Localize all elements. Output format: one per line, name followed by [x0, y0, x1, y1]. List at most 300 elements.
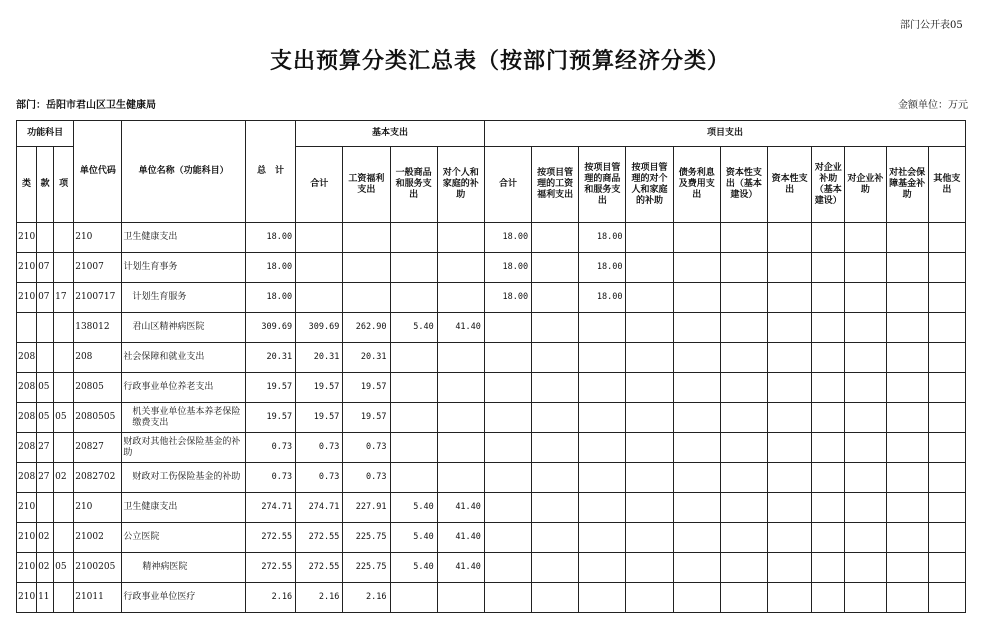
cell-basic-total: 20.31 [296, 343, 343, 373]
cell-basic-total: 0.73 [296, 433, 343, 463]
cell-unit-name: 公立医院 [122, 523, 246, 553]
cell-unit-code: 2100205 [74, 553, 122, 583]
cell-empty [845, 343, 886, 373]
cell-lei: 208 [17, 403, 37, 433]
cell-basic-total: 2.16 [296, 583, 343, 613]
cell-project-goods [579, 373, 626, 403]
cell-xiang [54, 313, 74, 343]
cell-project-total [484, 463, 531, 493]
cell-basic-goods: 5.40 [390, 523, 437, 553]
cell-empty [768, 313, 812, 343]
cell-kuan [37, 313, 54, 343]
cell-empty [626, 523, 673, 553]
cell-empty [720, 373, 767, 403]
cell-basic-goods [390, 373, 437, 403]
cell-empty [720, 583, 767, 613]
cell-empty [626, 463, 673, 493]
header-basic-goods: 一般商品和服务支出 [390, 147, 437, 223]
cell-project-total [484, 523, 531, 553]
cell-basic-personal [437, 463, 484, 493]
table-row [17, 283, 966, 313]
cell-empty [812, 433, 845, 463]
cell-project-wage [532, 283, 579, 313]
cell-lei: 210 [17, 283, 37, 313]
cell-xiang [54, 583, 74, 613]
cell-unit-code: 210 [74, 223, 122, 253]
cell-basic-personal [437, 433, 484, 463]
cell-empty [720, 283, 767, 313]
cell-unit-code: 21002 [74, 523, 122, 553]
cell-lei: 210 [17, 583, 37, 613]
cell-project-goods [579, 403, 626, 433]
cell-basic-personal [437, 283, 484, 313]
cell-empty [673, 553, 720, 583]
cell-lei: 210 [17, 553, 37, 583]
cell-empty [720, 463, 767, 493]
cell-empty [768, 223, 812, 253]
cell-empty [768, 343, 812, 373]
cell-empty [768, 583, 812, 613]
cell-basic-personal [437, 403, 484, 433]
cell-project-wage [532, 463, 579, 493]
table-row [17, 223, 966, 253]
cell-project-total: 18.00 [484, 253, 531, 283]
cell-empty [812, 553, 845, 583]
header-total: 总 计 [245, 121, 295, 223]
cell-xiang: 05 [54, 553, 74, 583]
cell-basic-wage: 225.75 [343, 523, 390, 553]
cell-empty [886, 553, 928, 583]
cell-empty [720, 523, 767, 553]
cell-unit-name: 社会保障和就业支出 [122, 343, 246, 373]
cell-empty [886, 583, 928, 613]
cell-unit-name: 君山区精神病医院 [122, 313, 246, 343]
header-basic: 基本支出 [296, 121, 485, 147]
cell-empty [720, 493, 767, 523]
cell-basic-personal: 41.40 [437, 553, 484, 583]
cell-empty [626, 553, 673, 583]
cell-project-wage [532, 433, 579, 463]
cell-empty [845, 433, 886, 463]
cell-project-goods [579, 583, 626, 613]
cell-basic-total [296, 223, 343, 253]
cell-basic-goods [390, 253, 437, 283]
cell-basic-goods [390, 583, 437, 613]
cell-kuan: 11 [37, 583, 54, 613]
cell-basic-wage: 2.16 [343, 583, 390, 613]
header-project-social: 对社会保障基金补助 [886, 147, 928, 223]
cell-empty [673, 283, 720, 313]
cell-kuan: 05 [37, 373, 54, 403]
cell-basic-goods [390, 403, 437, 433]
cell-empty [886, 433, 928, 463]
header-kuan: 款 [37, 147, 54, 223]
cell-lei: 208 [17, 373, 37, 403]
cell-empty [886, 283, 928, 313]
cell-empty [673, 433, 720, 463]
cell-empty [673, 403, 720, 433]
cell-unit-code: 2100717 [74, 283, 122, 313]
cell-empty [886, 253, 928, 283]
cell-empty [720, 253, 767, 283]
table-row [17, 373, 966, 403]
cell-basic-personal: 41.40 [437, 313, 484, 343]
cell-project-goods [579, 463, 626, 493]
cell-empty [845, 493, 886, 523]
cell-project-wage [532, 343, 579, 373]
header-project-enterprise-basic: 对企业补助（基本建设） [812, 147, 845, 223]
table-row [17, 493, 966, 523]
cell-project-goods: 18.00 [579, 283, 626, 313]
cell-lei: 208 [17, 463, 37, 493]
table-row [17, 553, 966, 583]
cell-empty [812, 403, 845, 433]
cell-basic-wage: 0.73 [343, 433, 390, 463]
cell-unit-name: 行政事业单位医疗 [122, 583, 246, 613]
cell-project-total [484, 553, 531, 583]
cell-empty [886, 403, 928, 433]
cell-empty [845, 313, 886, 343]
cell-total: 309.69 [245, 313, 295, 343]
cell-project-wage [532, 313, 579, 343]
cell-project-total [484, 403, 531, 433]
header-project-personal: 按项目管理的对个人和家庭的补助 [626, 147, 673, 223]
cell-kuan: 07 [37, 253, 54, 283]
cell-lei: 210 [17, 223, 37, 253]
cell-project-total [484, 373, 531, 403]
header-project-enterprise: 对企业补助 [845, 147, 886, 223]
cell-empty [626, 223, 673, 253]
cell-basic-wage [343, 253, 390, 283]
cell-xiang [54, 493, 74, 523]
cell-basic-personal [437, 583, 484, 613]
cell-basic-goods [390, 223, 437, 253]
cell-empty [812, 493, 845, 523]
cell-basic-wage: 262.90 [343, 313, 390, 343]
cell-project-total [484, 583, 531, 613]
cell-empty [886, 223, 928, 253]
cell-unit-name: 财政对其他社会保险基金的补助 [122, 433, 246, 463]
cell-total: 0.73 [245, 433, 295, 463]
cell-lei: 208 [17, 343, 37, 373]
cell-empty [812, 523, 845, 553]
table-row [17, 523, 966, 553]
cell-empty [928, 463, 965, 493]
cell-lei: 210 [17, 493, 37, 523]
cell-total: 18.00 [245, 223, 295, 253]
cell-empty [768, 553, 812, 583]
cell-total: 0.73 [245, 463, 295, 493]
cell-kuan: 27 [37, 433, 54, 463]
table-body [17, 223, 966, 613]
header-project-goods: 按项目管理的商品和服务支出 [579, 147, 626, 223]
cell-empty [845, 463, 886, 493]
cell-total: 18.00 [245, 253, 295, 283]
cell-kuan: 02 [37, 523, 54, 553]
cell-kuan [37, 223, 54, 253]
cell-empty [928, 373, 965, 403]
cell-project-goods: 18.00 [579, 223, 626, 253]
cell-empty [928, 523, 965, 553]
cell-total: 18.00 [245, 283, 295, 313]
cell-project-goods [579, 553, 626, 583]
cell-total: 272.55 [245, 523, 295, 553]
cell-empty [626, 283, 673, 313]
header-xiang: 项 [54, 147, 74, 223]
cell-basic-wage [343, 223, 390, 253]
cell-empty [845, 283, 886, 313]
cell-basic-personal [437, 253, 484, 283]
header-unit-name: 单位名称（功能科目） [122, 121, 246, 223]
cell-project-total [484, 343, 531, 373]
cell-unit-name: 计划生育服务 [122, 283, 246, 313]
cell-basic-wage: 19.57 [343, 373, 390, 403]
header-project-debt: 债务利息及费用支出 [673, 147, 720, 223]
unit-label: 金额单位：万元 [898, 100, 968, 111]
table-row [17, 313, 966, 343]
cell-empty [673, 253, 720, 283]
cell-kuan: 02 [37, 553, 54, 583]
cell-project-goods [579, 493, 626, 523]
cell-empty [845, 553, 886, 583]
cell-total: 19.57 [245, 403, 295, 433]
table-row [17, 463, 966, 493]
cell-empty [812, 343, 845, 373]
cell-project-wage [532, 583, 579, 613]
cell-total: 20.31 [245, 343, 295, 373]
cell-empty [845, 223, 886, 253]
cell-kuan: 27 [37, 463, 54, 493]
cell-unit-name: 卫生健康支出 [122, 223, 246, 253]
cell-total: 2.16 [245, 583, 295, 613]
cell-empty [720, 433, 767, 463]
cell-empty [673, 223, 720, 253]
cell-empty [768, 463, 812, 493]
cell-lei: 210 [17, 523, 37, 553]
cell-empty [673, 493, 720, 523]
cell-empty [673, 373, 720, 403]
cell-empty [886, 463, 928, 493]
cell-basic-personal: 41.40 [437, 523, 484, 553]
cell-empty [928, 583, 965, 613]
cell-basic-total: 19.57 [296, 373, 343, 403]
cell-empty [768, 523, 812, 553]
cell-basic-goods [390, 343, 437, 373]
cell-empty [768, 373, 812, 403]
cell-empty [845, 523, 886, 553]
cell-total: 272.55 [245, 553, 295, 583]
cell-empty [626, 343, 673, 373]
cell-basic-personal: 41.40 [437, 493, 484, 523]
cell-lei [17, 313, 37, 343]
cell-unit-code: 21011 [74, 583, 122, 613]
table-row [17, 433, 966, 463]
cell-xiang [54, 433, 74, 463]
cell-basic-wage [343, 283, 390, 313]
cell-empty [812, 463, 845, 493]
cell-empty [720, 553, 767, 583]
cell-unit-code: 210 [74, 493, 122, 523]
header-basic-total: 合计 [296, 147, 343, 223]
cell-project-total [484, 313, 531, 343]
cell-empty [626, 403, 673, 433]
cell-empty [673, 463, 720, 493]
cell-empty [768, 403, 812, 433]
header-project-other: 其他支出 [928, 147, 965, 223]
cell-empty [720, 403, 767, 433]
cell-project-wage [532, 523, 579, 553]
cell-total: 274.71 [245, 493, 295, 523]
cell-empty [673, 313, 720, 343]
cell-project-wage [532, 223, 579, 253]
cell-kuan [37, 343, 54, 373]
table-row [17, 403, 966, 433]
cell-kuan [37, 493, 54, 523]
cell-lei: 208 [17, 433, 37, 463]
cell-empty [720, 223, 767, 253]
form-id: 部门公开表05 [900, 20, 963, 31]
header-lei: 类 [17, 147, 37, 223]
cell-empty [768, 253, 812, 283]
cell-xiang [54, 343, 74, 373]
cell-empty [626, 313, 673, 343]
cell-empty [886, 523, 928, 553]
cell-basic-personal [437, 343, 484, 373]
cell-empty [928, 433, 965, 463]
cell-empty [886, 313, 928, 343]
cell-empty [768, 493, 812, 523]
cell-basic-total: 309.69 [296, 313, 343, 343]
cell-empty [886, 343, 928, 373]
cell-basic-personal [437, 373, 484, 403]
cell-project-total [484, 433, 531, 463]
cell-basic-total [296, 253, 343, 283]
cell-empty [720, 343, 767, 373]
budget-table [16, 120, 966, 613]
cell-basic-total: 272.55 [296, 553, 343, 583]
cell-empty [886, 373, 928, 403]
cell-unit-code: 208 [74, 343, 122, 373]
cell-empty [886, 493, 928, 523]
cell-empty [928, 553, 965, 583]
cell-kuan: 05 [37, 403, 54, 433]
page-title: 支出预算分类汇总表（按部门预算经济分类） [269, 48, 730, 74]
cell-kuan: 07 [37, 283, 54, 313]
cell-empty [928, 283, 965, 313]
cell-xiang [54, 523, 74, 553]
cell-empty [845, 403, 886, 433]
cell-project-goods [579, 523, 626, 553]
header-project-capital-basic: 资本性支出（基本建设） [720, 147, 767, 223]
cell-unit-name: 行政事业单位养老支出 [122, 373, 246, 403]
cell-xiang: 17 [54, 283, 74, 313]
cell-empty [626, 253, 673, 283]
cell-empty [812, 223, 845, 253]
header-project-capital: 资本性支出 [768, 147, 812, 223]
cell-empty [673, 583, 720, 613]
cell-project-goods [579, 433, 626, 463]
cell-empty [768, 283, 812, 313]
cell-project-total: 18.00 [484, 223, 531, 253]
cell-project-goods [579, 313, 626, 343]
cell-basic-total: 272.55 [296, 523, 343, 553]
cell-project-wage [532, 253, 579, 283]
cell-basic-goods [390, 283, 437, 313]
cell-unit-name: 精神病医院 [122, 553, 246, 583]
cell-unit-code: 21007 [74, 253, 122, 283]
cell-empty [626, 373, 673, 403]
cell-project-goods [579, 343, 626, 373]
cell-empty [626, 493, 673, 523]
cell-project-goods: 18.00 [579, 253, 626, 283]
cell-lei: 210 [17, 253, 37, 283]
header-project-total: 合计 [484, 147, 531, 223]
cell-total: 19.57 [245, 373, 295, 403]
cell-xiang [54, 223, 74, 253]
cell-empty [812, 373, 845, 403]
cell-empty [928, 313, 965, 343]
cell-basic-total [296, 283, 343, 313]
cell-basic-goods [390, 463, 437, 493]
cell-project-wage [532, 553, 579, 583]
header-basic-personal: 对个人和家庭的补助 [437, 147, 484, 223]
cell-basic-wage: 0.73 [343, 463, 390, 493]
cell-basic-wage: 20.31 [343, 343, 390, 373]
cell-empty [812, 253, 845, 283]
cell-unit-name: 卫生健康支出 [122, 493, 246, 523]
cell-xiang [54, 253, 74, 283]
cell-unit-code: 20827 [74, 433, 122, 463]
cell-empty [812, 313, 845, 343]
cell-empty [928, 493, 965, 523]
cell-unit-name: 财政对工伤保险基金的补助 [122, 463, 246, 493]
department-label: 部门：岳阳市君山区卫生健康局 [16, 100, 156, 111]
header-func-subject: 功能科目 [17, 121, 74, 147]
cell-xiang [54, 373, 74, 403]
cell-basic-personal [437, 223, 484, 253]
cell-empty [928, 223, 965, 253]
cell-project-wage [532, 493, 579, 523]
cell-unit-code: 20805 [74, 373, 122, 403]
cell-basic-goods [390, 433, 437, 463]
cell-basic-wage: 227.91 [343, 493, 390, 523]
cell-empty [928, 403, 965, 433]
cell-basic-wage: 19.57 [343, 403, 390, 433]
cell-project-total: 18.00 [484, 283, 531, 313]
table-row [17, 583, 966, 613]
cell-basic-goods: 5.40 [390, 313, 437, 343]
cell-basic-total: 274.71 [296, 493, 343, 523]
table-row [17, 253, 966, 283]
cell-project-wage [532, 403, 579, 433]
cell-unit-code: 2080505 [74, 403, 122, 433]
cell-empty [845, 583, 886, 613]
cell-basic-total: 19.57 [296, 403, 343, 433]
cell-xiang: 05 [54, 403, 74, 433]
cell-empty [673, 343, 720, 373]
header-basic-wage: 工资福利支出 [343, 147, 390, 223]
cell-empty [812, 283, 845, 313]
cell-unit-code: 138012 [74, 313, 122, 343]
cell-project-total [484, 493, 531, 523]
header-project-wage: 按项目管理的工资福利支出 [532, 147, 579, 223]
cell-empty [928, 343, 965, 373]
header-project: 项目支出 [484, 121, 965, 147]
cell-empty [720, 313, 767, 343]
cell-empty [768, 433, 812, 463]
cell-basic-goods: 5.40 [390, 493, 437, 523]
cell-unit-name: 计划生育事务 [122, 253, 246, 283]
